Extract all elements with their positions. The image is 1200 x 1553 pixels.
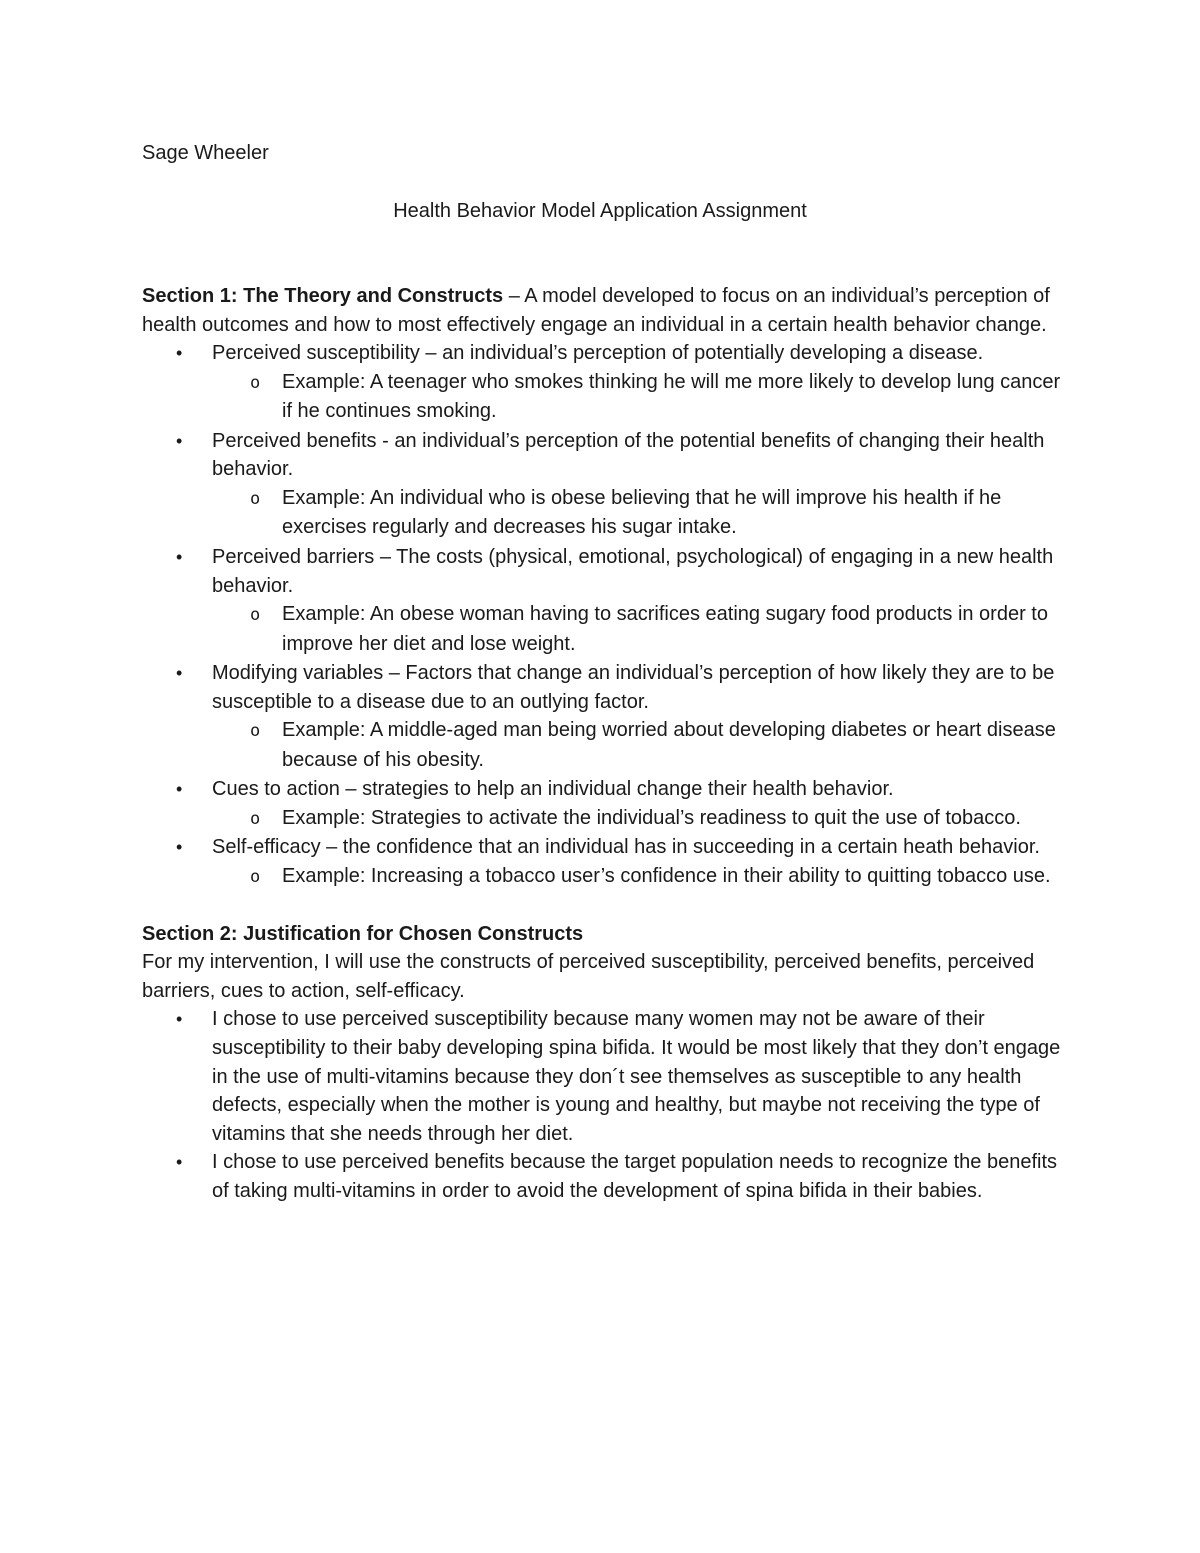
- example-item: [212, 484, 1062, 543]
- section-1-intro-text: – A model developed to focus on an individual’s perception of health outcomes and how to most effectively engage an individual in a certain health behavior change.: [142, 285, 1050, 336]
- construct-item: [142, 833, 1062, 891]
- example-item: [212, 600, 1062, 659]
- construct-item: [142, 659, 1062, 775]
- bullet-icon: •: [176, 837, 183, 858]
- sub-bullet-icon: o: [250, 721, 261, 742]
- construct-item: [142, 543, 1062, 659]
- justification-text: I chose to use perceived benefits because the target population needs to recognize the benefits of taking multi-vitamins in order to avoid the development of spina bifida in their babies.: [212, 1151, 1058, 1202]
- section-2-intro: For my intervention, I will use the constructs of perceived susceptibility, perceived benefits, perceived barriers, cues to action, self-efficacy.: [142, 951, 1035, 1002]
- example-text: Example: A middle-aged man being worried about developing diabetes or heart disease because of his obesity.: [282, 719, 1056, 771]
- example-text: Example: Strategies to activate the individual’s readiness to quit the use of tobacco.: [282, 806, 1021, 829]
- document-title: Health Behavior Model Application Assignment: [393, 200, 807, 222]
- example-item: [212, 804, 1062, 834]
- example-text: Example: An obese woman having to sacrifices eating sugary food products in order to improve her diet and lose weight.: [282, 603, 1048, 655]
- document-page: [142, 139, 1062, 1205]
- construct-text: Perceived benefits - an individual’s perception of the potential benefits of changing their health behavior.: [212, 429, 1045, 481]
- justification-item: [142, 1148, 1062, 1205]
- sub-bullet-icon: o: [250, 867, 261, 888]
- section-1-intro: [142, 282, 1062, 339]
- section-2-justification-list: [142, 1005, 1062, 1205]
- section-2: [142, 920, 1062, 1206]
- construct-item: [142, 427, 1062, 543]
- construct-item: [142, 339, 1062, 427]
- section-1: [142, 282, 1062, 892]
- example-list: [212, 716, 1062, 775]
- bullet-icon: •: [176, 1009, 183, 1030]
- construct-item: [142, 775, 1062, 833]
- example-list: [212, 862, 1062, 892]
- example-list: [212, 600, 1062, 659]
- example-text: Example: An individual who is obese believing that he will improve his health if he exercises regularly and decreases his sugar intake.: [282, 486, 1002, 539]
- construct-text: Perceived barriers – The costs (physical, emotional, psychological) of engaging in a new health behavior.: [212, 545, 1054, 597]
- author-name: Sage Wheeler: [142, 142, 269, 164]
- example-item: [212, 368, 1062, 427]
- sub-bullet-icon: o: [250, 372, 261, 393]
- example-item: [212, 862, 1062, 892]
- bullet-icon: •: [176, 430, 183, 451]
- section-1-heading: Section 1: The Theory and Constructs: [142, 285, 504, 307]
- bullet-icon: •: [176, 663, 183, 684]
- justification-item: [142, 1005, 1062, 1148]
- bullet-icon: •: [176, 343, 183, 364]
- sub-bullet-icon: o: [250, 488, 261, 509]
- sub-bullet-icon: o: [250, 808, 261, 829]
- example-item: [212, 716, 1062, 775]
- example-list: [212, 368, 1062, 427]
- bullet-icon: •: [176, 1152, 183, 1173]
- construct-text: Self-efficacy – the confidence that an individual has in succeeding in a certain heath behavior.: [212, 836, 1040, 859]
- construct-text: Modifying variables – Factors that change an individual’s perception of how likely they are to be susceptible to a disease due to an outlying factor.: [212, 662, 1055, 713]
- bullet-icon: •: [176, 546, 183, 567]
- section-2-heading-line: [142, 920, 1062, 949]
- sub-bullet-icon: o: [250, 605, 261, 626]
- example-text: Example: A teenager who smokes thinking he will me more likely to develop lung cancer if he continues smoking.: [282, 370, 1061, 423]
- construct-text: Perceived susceptibility – an individual’s perception of potentially developing a disease.: [212, 342, 984, 365]
- example-text: Example: Increasing a tobacco user’s confidence in their ability to quitting tobacco use.: [282, 865, 1051, 888]
- justification-text: I chose to use perceived susceptibility because many women may not be aware of their susceptibility to their baby developing spina bifida. It would be most likely that they don’t engage in the use of multi-vitamins because they don´t see themselves as susceptible to any health defects, especially when the mother is young and healthy, but maybe not receiving the type of vitamins that she needs through her diet.: [212, 1008, 1061, 1145]
- construct-text: Cues to action – strategies to help an individual change their health behavior.: [212, 778, 894, 801]
- example-list: [212, 484, 1062, 543]
- section-1-construct-list: [142, 339, 1062, 891]
- bullet-icon: •: [176, 779, 183, 800]
- example-list: [212, 804, 1062, 834]
- section-2-heading: Section 2: Justification for Chosen Constructs: [142, 922, 584, 945]
